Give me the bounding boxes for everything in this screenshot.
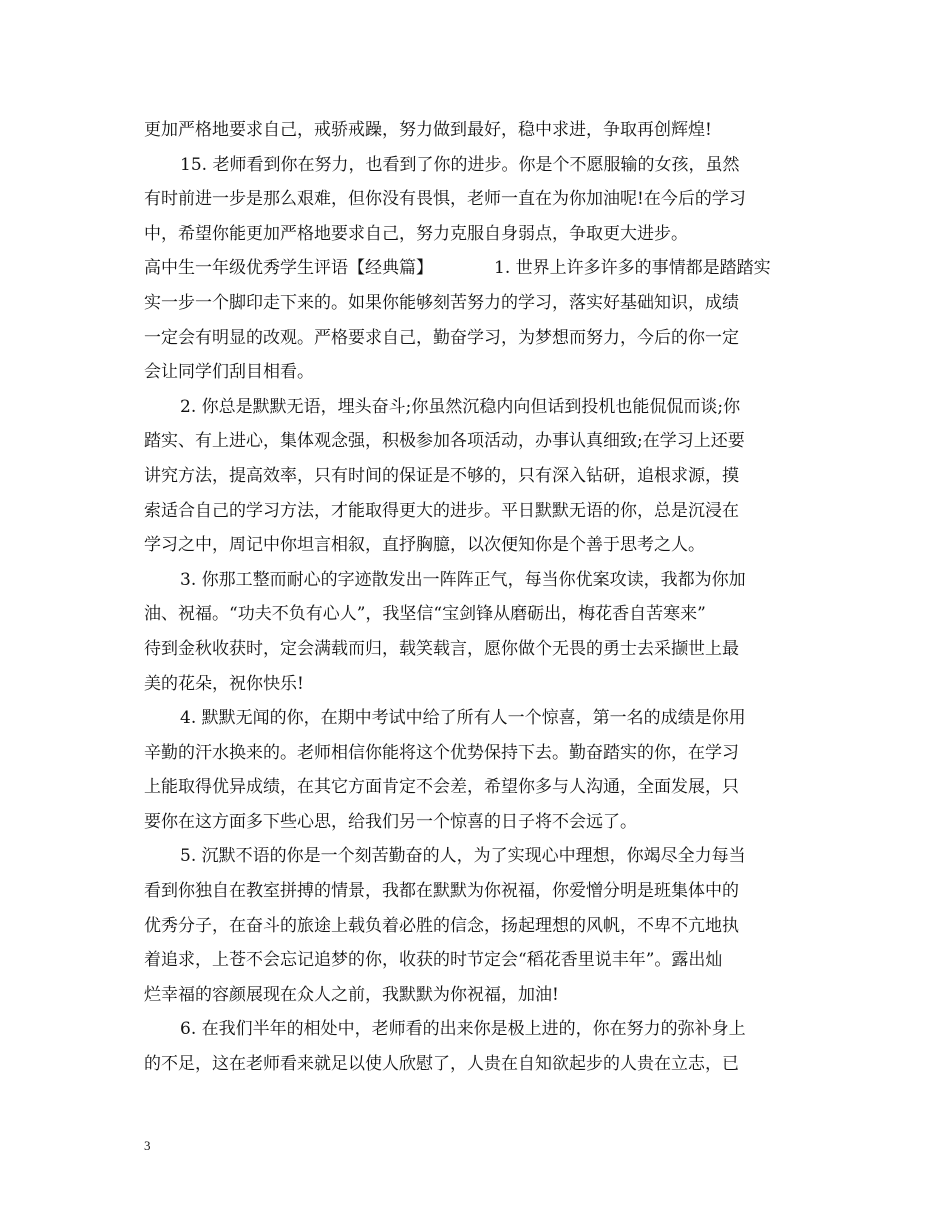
text-line: 上能取得优异成绩，在其它方面肯定不会差，希望你多与人沟通，全面发展，只 [144, 777, 739, 798]
text-line: 实一步一个脚印走下来的。如果你能够刻苦努力的学习，落实好基础知识，成绩 [144, 292, 739, 313]
text-line: 一定会有明显的改观。严格要求自己，勤奋学习，为梦想而努力，今后的你一定 [144, 327, 739, 348]
text-line: 2. 你总是默默无语，埋头奋斗;你虽然沉稳内向但话到投机也能侃侃而谈;你 [180, 396, 741, 417]
text-line: 4. 默默无闻的你，在期中考试中给了所有人一个惊喜，第一名的成绩是你用 [180, 708, 746, 729]
text-line: 有时前进一步是那么艰难，但你没有畏惧，老师一直在为你加油呢!在今后的学习 [144, 189, 746, 210]
page-number: 3 [144, 1138, 151, 1153]
text-line: 学习之中，周记中你坦言相叙，直抒胸臆，以次便知你是个善于思考之人。 [144, 535, 705, 556]
text-line: 看到你独自在教室拼搏的情景，我都在默默为你祝福，你爱憎分明是班集体中的 [144, 881, 739, 902]
text-line: 踏实、有上进心，集体观念强，积极参加各项活动，办事认真细致;在学习上还要 [144, 431, 745, 452]
text-line: 优秀分子，在奋斗的旅途上载负着必胜的信念，扬起理想的风帆，不卑不亢地执 [144, 915, 739, 936]
section-heading: 高中生一年级优秀学生评语【经典篇】 [144, 258, 433, 279]
section-heading-line [144, 251, 810, 286]
text-line: 会让同学们刮目相看。 [144, 362, 314, 383]
document-body [144, 113, 810, 1082]
text-line: 15. 老师看到你在努力，也看到了你的进步。你是个不愿服输的女孩，虽然 [180, 154, 740, 175]
text-line: 辛勤的汗水换来的。老师相信你能将这个优势保持下去。勤奋踏实的你，在学习 [144, 742, 739, 763]
text-line: 要你在这方面多下些心思，给我们另一个惊喜的日子将不会远了。 [144, 811, 637, 832]
text-line: 烂幸福的容颜展现在众人之前，我默默为你祝福，加油! [144, 984, 559, 1005]
text-line: 讲究方法，提高效率，只有时间的保证是不够的，只有深入钻研，追根求源，摸 [144, 465, 739, 486]
text-line: 索适合自己的学习方法，才能取得更大的进步。平日默默无语的你，总是沉浸在 [144, 500, 739, 521]
text-line: 5. 沉默不语的你是一个刻苦勤奋的人，为了实现心中理想，你竭尽全力每当 [180, 846, 746, 867]
text-line: 的不足，这在老师看来就足以使人欣慰了，人贵在自知欲起步的人贵在立志，已 [144, 1054, 739, 1075]
text-line: 更加严格地要求自己，戒骄戒躁，努力做到最好，稳中求进，争取再创辉煌! [144, 120, 712, 140]
text-line: 待到金秋收获时，定会满载而归，载笑载言，愿你做个无畏的勇士去采撷世上最 [144, 638, 739, 659]
text-line-continued: 1. 世界上许多许多的事情都是踏踏实 [494, 258, 771, 279]
text-line: 着追求，上苍不会忘记追梦的你，收获的时节定会“稻花香里说丰年”。露出灿 [144, 950, 723, 971]
text-line: 3. 你那工整而耐心的字迹散发出一阵阵正气，每当你优案攻读，我都为你加 [180, 569, 746, 590]
text-line: 中，希望你能更加严格地要求自己，努力克服自身弱点，争取更大进步。 [144, 223, 688, 244]
text-line: 6. 在我们半年的相处中，老师看的出来你是极上进的，你在努力的弥补身上 [180, 1019, 746, 1040]
text-line: 美的花朵，祝你快乐! [144, 673, 304, 694]
text-line: 油、祝福。“功夫不负有心人”，我坚信“宝剑锋从磨砺出，梅花香自苦寒来” [144, 604, 706, 625]
